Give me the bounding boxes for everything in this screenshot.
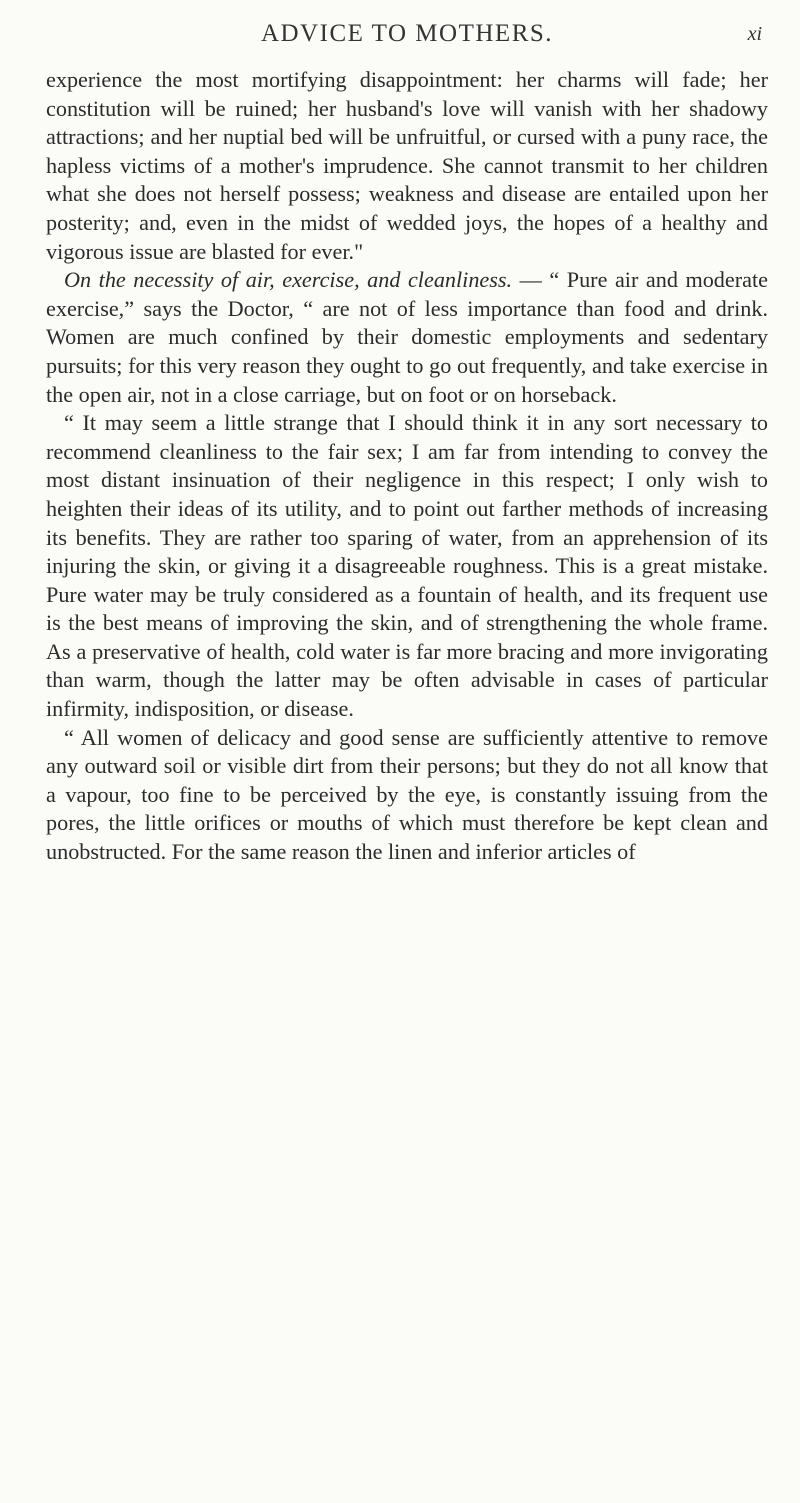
paragraph <box>46 66 768 266</box>
paragraph-text: “ All women of delicacy and good sense are sufficiently attentive to remove any outward soil or visible dirt from their persons; but they do not all know that a vapour, too fine to be perceived by the eye, is constantly issuing from the pores, the little orifices or mouths of which must therefore be kept clean and unobstructed. For the same reason the linen and inferior articles of <box>46 724 768 865</box>
running-head <box>46 14 768 54</box>
paragraph-text: — “ Pure air and moderate exercise,” says the Doctor, “ are not of less importance than food and drink. Women are much confined by their domestic employments and sedentary pursuits; for this very reason they ought to go out frequently, and take exercise in the open air, not in a close carriage, but on foot or on horseback. <box>46 267 769 407</box>
running-title: ADVICE TO MOTHERS. <box>260 20 554 47</box>
paragraph-text: “ It may seem a little strange that I should think it in any sort necessary to recommend cleanliness to the fair sex; I am far from intending to convey the most distant insinuation of their negligence in this respect; I only wish to heighten their ideas of its utility, and to point out farther methods of increasing its benefits. They are rather too sparing of water, from an apprehension of its injuring the skin, or giving it a disagreeable roughness. This is a great mistake. Pure water may be truly considered as a fountain of health, and its frequent use is the best means of improving the skin, and of strengthening the whole frame. As a preservative of health, cold water is far more bracing and more invigorating than warm, though the latter may be often advisable in cases of particular infirmity, indisposition, or disease. <box>46 410 768 722</box>
body-text <box>46 66 768 867</box>
section-heading: On the necessity of air, exercise, and cleanliness. <box>64 267 513 293</box>
paragraph-text: experience the most mortifying disappointment: her charms will fade; her constitution will be ruined; her husband's love will vanish with her shadowy attractions; and her nuptial bed will be unfruitful, or cursed with a puny race, the hapless victims of a mother's imprudence. She cannot transmit to her children what she does not herself possess; weakness and disease are entailed upon her posterity; and, even in the midst of wedded joys, the hopes of a healthy and vigorous issue are blasted for ever." <box>46 67 768 264</box>
paragraph <box>46 724 768 867</box>
paragraph <box>46 266 768 409</box>
paragraph <box>46 409 768 724</box>
page-number: xi <box>747 23 762 45</box>
